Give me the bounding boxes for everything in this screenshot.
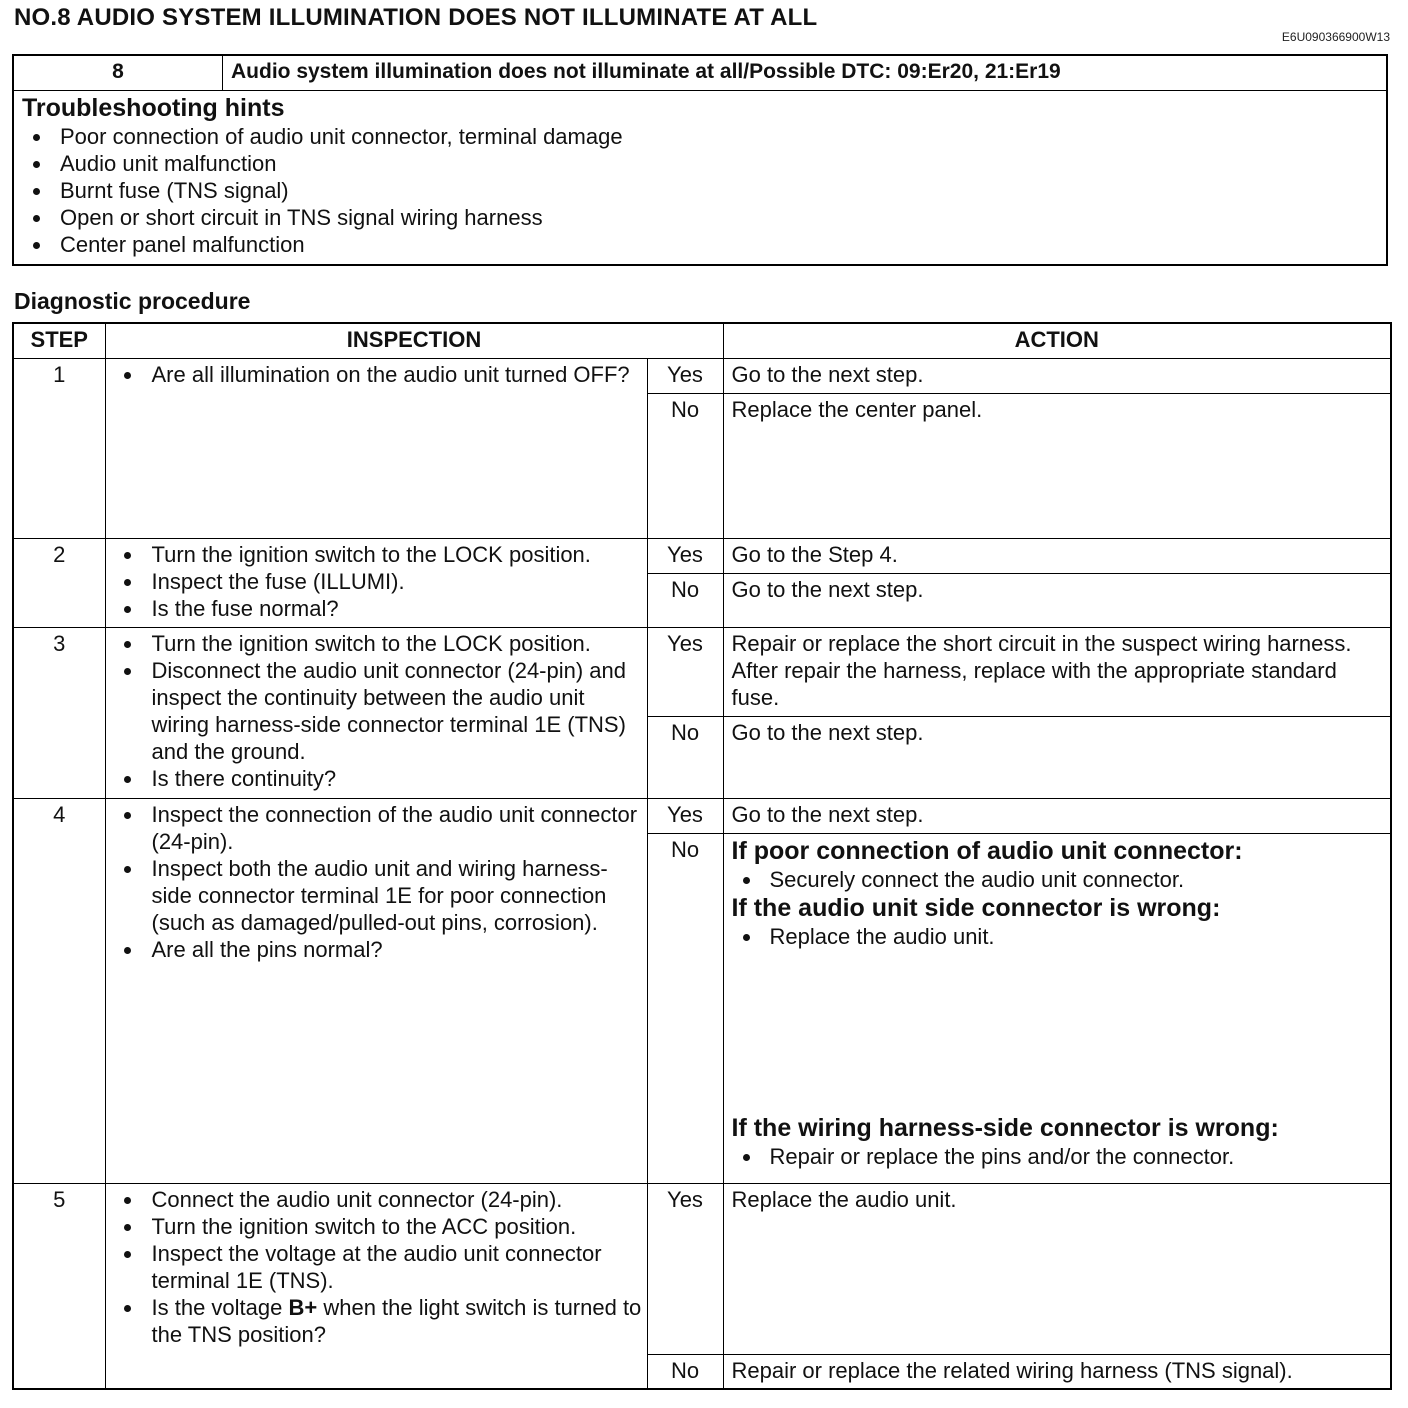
no-action: Go to the next step. bbox=[723, 717, 1391, 799]
page-title: NO.8 AUDIO SYSTEM ILLUMINATION DOES NOT ILLUMINATE AT ALL bbox=[14, 4, 818, 31]
yes-action: Go to the next step. bbox=[723, 359, 1391, 394]
table-header-row bbox=[13, 323, 1391, 359]
table-row bbox=[13, 799, 1391, 834]
step-number: 3 bbox=[13, 628, 105, 799]
hint-item: Center panel malfunction bbox=[14, 231, 1386, 258]
no-label: No bbox=[647, 1355, 723, 1389]
inspection-text: Is the voltage bbox=[151, 1295, 289, 1320]
no-action: Replace the center panel. bbox=[723, 394, 1391, 539]
inspection-cell bbox=[105, 799, 647, 1184]
hint-item: Burnt fuse (TNS signal) bbox=[14, 177, 1386, 204]
inspection-item: Inspect the fuse (ILLUMI). bbox=[106, 568, 647, 595]
inspection-cell bbox=[105, 539, 647, 628]
no-action-heading: If the wiring harness-side connector is wrong: bbox=[731, 1114, 1279, 1142]
no-label: No bbox=[647, 394, 723, 539]
inspection-item: Turn the ignition switch to the ACC position. bbox=[106, 1213, 647, 1240]
no-action-item: Securely connect the audio unit connector. bbox=[732, 866, 1391, 893]
inspection-item: Inspect the connection of the audio unit connector (24-pin). bbox=[106, 801, 647, 855]
no-action-heading: If the audio unit side connector is wrong: bbox=[731, 894, 1221, 922]
inspection-item: Is the fuse normal? bbox=[106, 595, 647, 622]
no-action-cell bbox=[723, 834, 1391, 1184]
yes-action: Replace the audio unit. bbox=[723, 1184, 1391, 1355]
inspection-column-header: INSPECTION bbox=[105, 323, 723, 359]
step-number: 5 bbox=[13, 1184, 105, 1389]
no-action: Go to the next step. bbox=[723, 574, 1391, 628]
no-action-item: Replace the audio unit. bbox=[732, 923, 1391, 950]
voltage-value: B+ bbox=[288, 1295, 318, 1320]
diagnostic-table bbox=[12, 322, 1392, 1390]
yes-label: Yes bbox=[647, 1184, 723, 1355]
procedure-title: Diagnostic procedure bbox=[14, 288, 251, 314]
no-action-heading: If poor connection of audio unit connector: bbox=[731, 837, 1243, 865]
inspection-cell bbox=[105, 628, 647, 799]
step-number: 1 bbox=[13, 359, 105, 539]
no-label: No bbox=[647, 717, 723, 799]
inspection-text: when the light switch is turned to the TNS position? bbox=[151, 1295, 642, 1347]
yes-action: Go to the Step 4. bbox=[723, 539, 1391, 574]
yes-label: Yes bbox=[647, 799, 723, 834]
symptom-row bbox=[14, 56, 1386, 91]
inspection-item: Is there continuity? bbox=[106, 765, 647, 792]
hints-list bbox=[14, 123, 1386, 258]
hint-item: Poor connection of audio unit connector, terminal damage bbox=[14, 123, 1386, 150]
no-action: Repair or replace the related wiring harness (TNS signal). bbox=[723, 1355, 1391, 1389]
no-label: No bbox=[647, 834, 723, 1184]
no-label: No bbox=[647, 574, 723, 628]
step-column-header: STEP bbox=[13, 323, 105, 359]
step-number: 4 bbox=[13, 799, 105, 1184]
hint-item: Open or short circuit in TNS signal wiring harness bbox=[14, 204, 1386, 231]
yes-label: Yes bbox=[647, 359, 723, 394]
yes-action: Repair or replace the short circuit in the suspect wiring harness. After repair the harness, replace with the appropriate standard fuse. bbox=[723, 628, 1391, 717]
table-row bbox=[13, 359, 1391, 394]
inspection-item: Disconnect the audio unit connector (24-pin) and inspect the continuity between the audio unit wiring harness-side connector terminal 1E (TNS) and the ground. bbox=[106, 657, 647, 765]
hint-item: Audio unit malfunction bbox=[14, 150, 1386, 177]
inspection-item: Are all the pins normal? bbox=[106, 936, 647, 963]
inspection-cell bbox=[105, 359, 647, 539]
step-number: 2 bbox=[13, 539, 105, 628]
hints-title: Troubleshooting hints bbox=[22, 94, 285, 122]
document-id: E6U090366900W13 bbox=[1281, 30, 1390, 44]
inspection-item: Turn the ignition switch to the LOCK position. bbox=[106, 630, 647, 657]
inspection-cell bbox=[105, 1184, 647, 1389]
yes-label: Yes bbox=[647, 539, 723, 574]
inspection-item: Connect the audio unit connector (24-pin). bbox=[106, 1186, 647, 1213]
table-row bbox=[13, 1184, 1391, 1355]
no-action-item: Repair or replace the pins and/or the connector. bbox=[732, 1143, 1391, 1170]
symptom-number: 8 bbox=[14, 56, 223, 90]
yes-action: Go to the next step. bbox=[723, 799, 1391, 834]
inspection-item: Turn the ignition switch to the LOCK position. bbox=[106, 541, 647, 568]
table-row bbox=[13, 628, 1391, 717]
inspection-item: Inspect the voltage at the audio unit connector terminal 1E (TNS). bbox=[106, 1240, 647, 1294]
table-row bbox=[13, 539, 1391, 574]
yes-label: Yes bbox=[647, 628, 723, 717]
inspection-item: Are all illumination on the audio unit turned OFF? bbox=[106, 361, 647, 388]
action-column-header: ACTION bbox=[723, 323, 1391, 359]
symptom-description: Audio system illumination does not illuminate at all/Possible DTC: 09:Er20, 21:Er19 bbox=[231, 60, 1061, 83]
inspection-item: Inspect both the audio unit and wiring harness-side connector terminal 1E for poor connection (such as damaged/pulled-out pins, corrosion). bbox=[106, 855, 647, 936]
symptom-header-box bbox=[12, 54, 1388, 266]
inspection-item bbox=[106, 1294, 647, 1348]
